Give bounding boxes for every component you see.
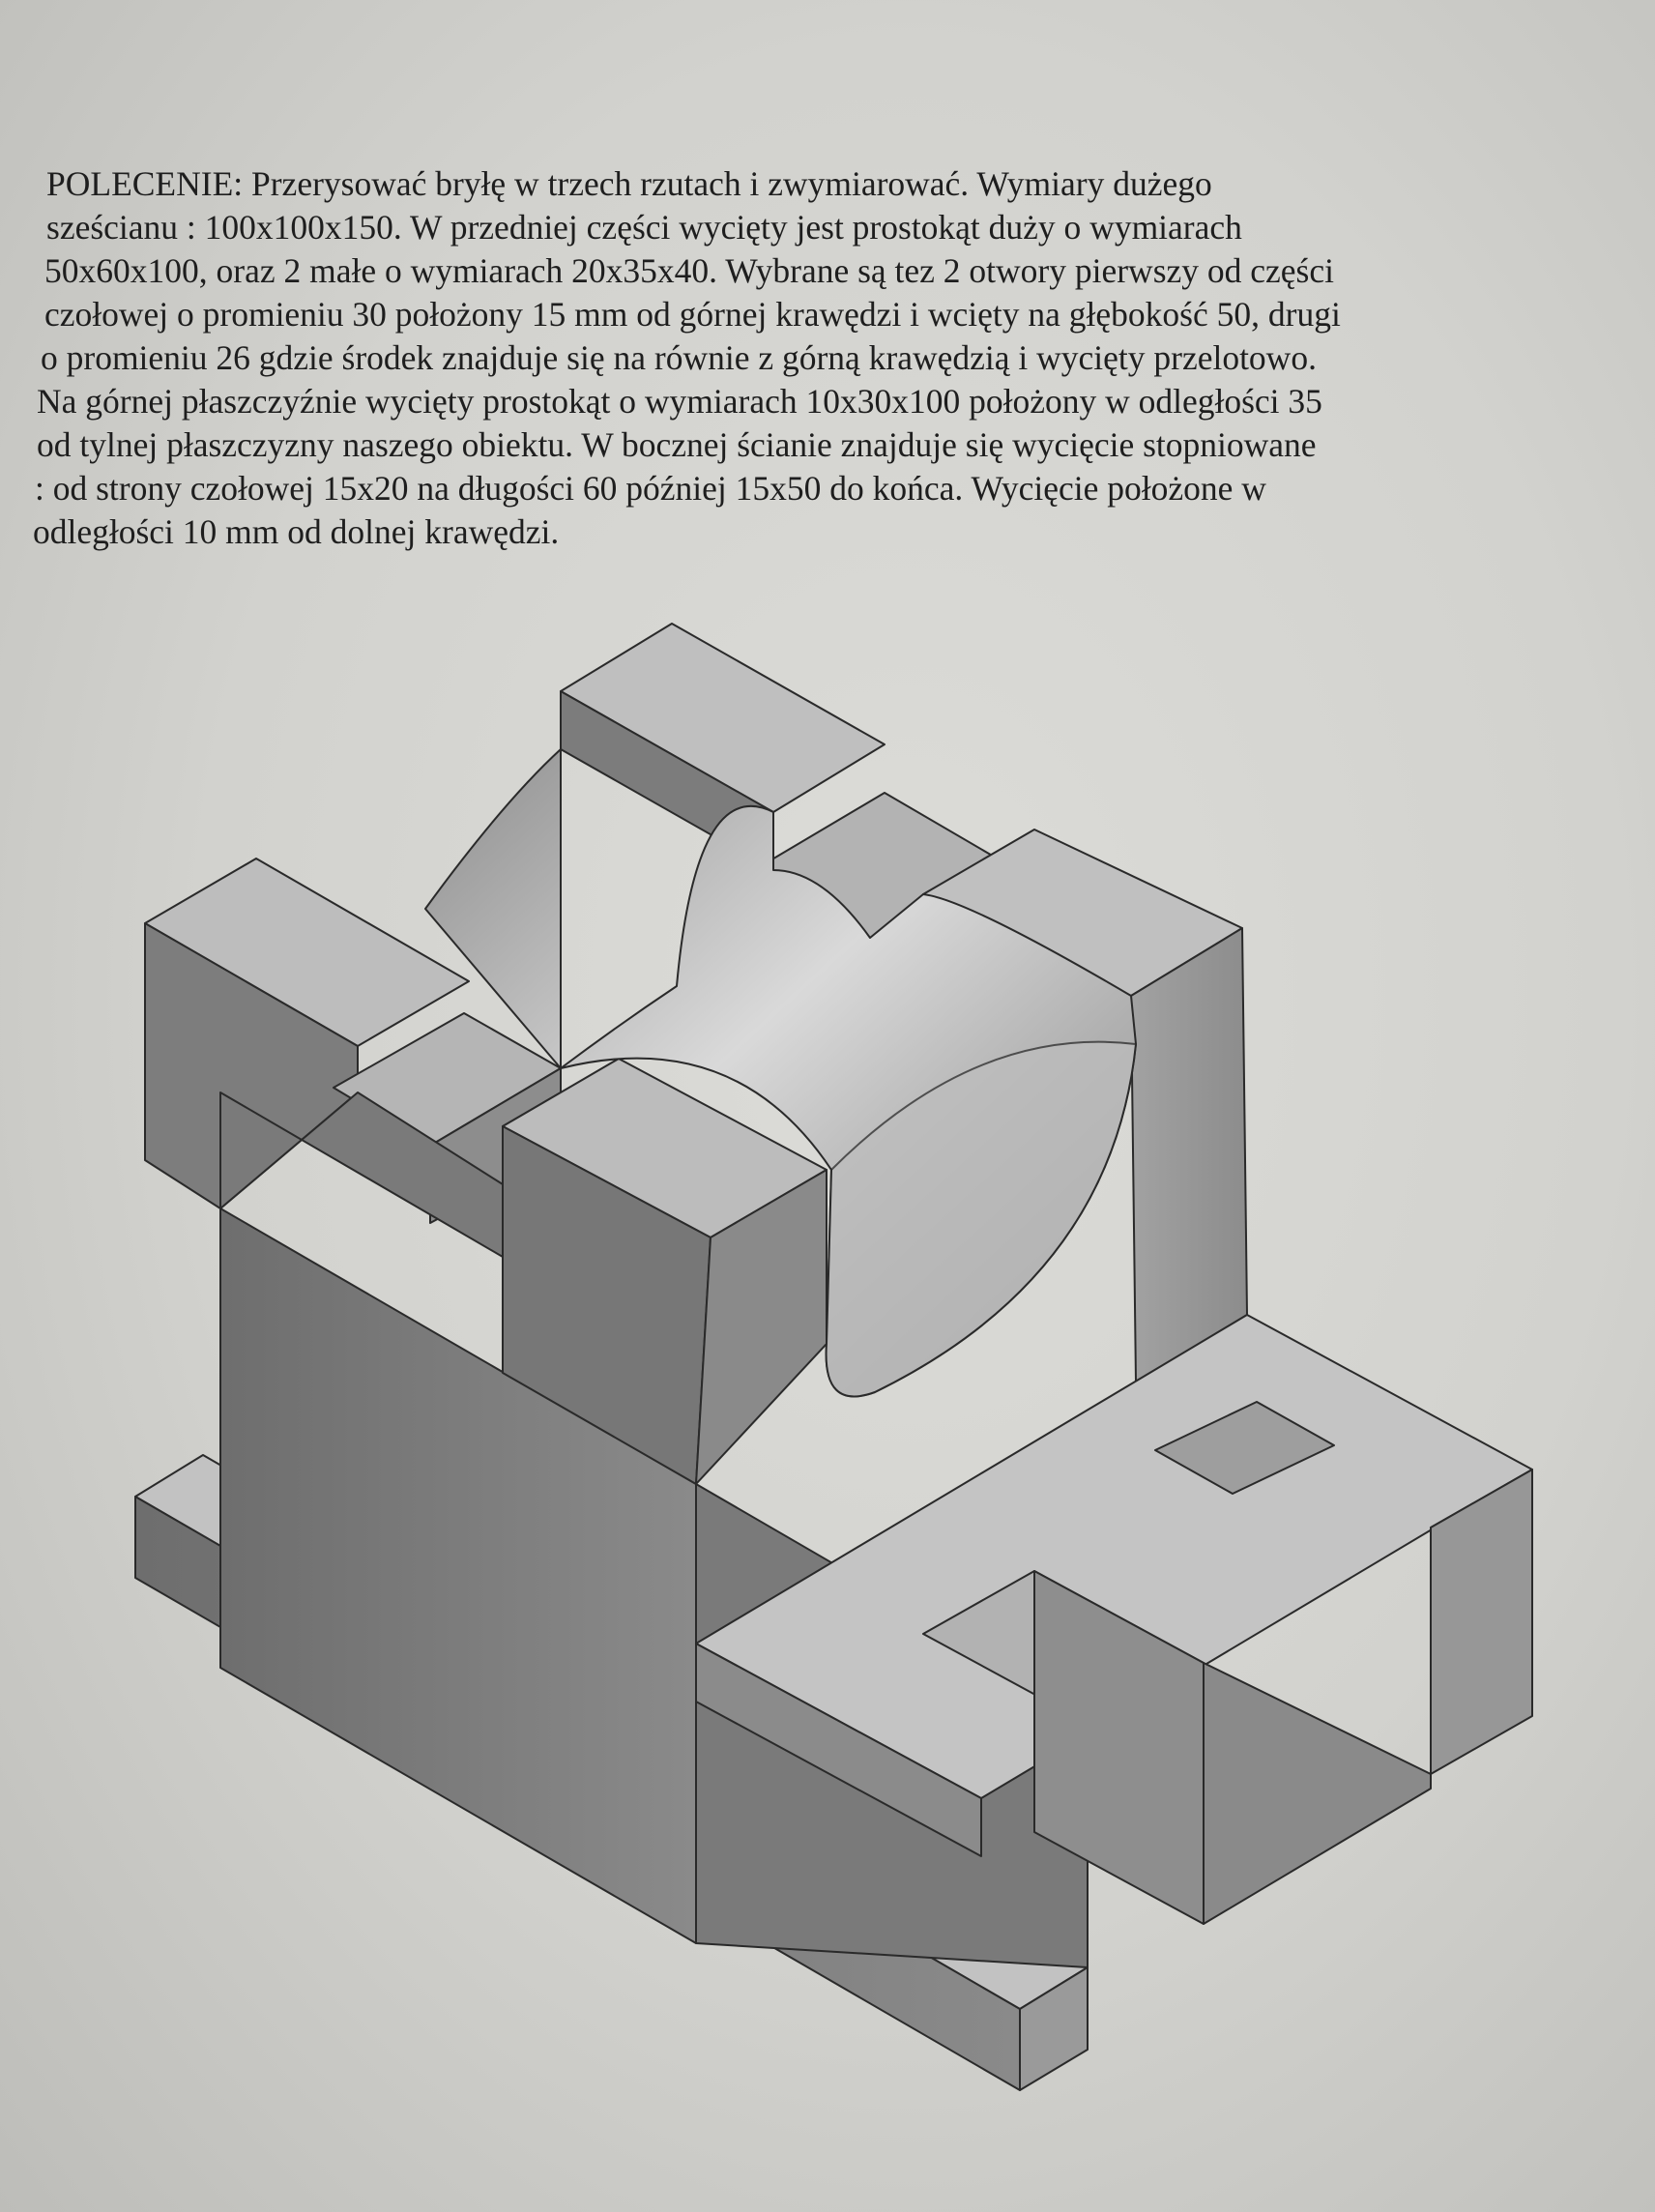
task-line: czołowej o promieniu 30 położony 15 mm od górnej krawędzi i wcięty na głębokość 50, drugi	[44, 295, 1341, 334]
task-line: odległości 10 mm od dolnej krawędzi.	[33, 512, 560, 551]
back-right-pillar-right	[1131, 928, 1247, 1382]
task-line: sześcianu : 100x100x150. W przedniej części wycięty jest prostokąt duży o wymiarach	[46, 208, 1242, 247]
task-line: od tylnej płaszczyzny naszego obiektu. W bocznej ścianie znajduje się wycięcie stopniowane	[37, 425, 1317, 464]
task-line: 50x60x100, oraz 2 małe o wymiarach 20x35x40. Wybrane są tez 2 otwory pierwszy od części	[44, 251, 1334, 290]
lower-block-right-face	[1204, 1663, 1431, 1924]
task-line: : od strony czołowej 15x20 na długości 60 później 15x50 do końca. Wycięcie położone w	[35, 469, 1266, 508]
task-line: o promieniu 26 gdzie środek znajduje się na równie z górną krawędzią i wycięty przelotowo.	[41, 338, 1317, 377]
task-line: Na górnej płaszczyźnie wycięty prostokąt o wymiarach 10x30x100 położony w odległości 35	[37, 382, 1322, 421]
task-line: POLECENIE: Przerysować bryłę w trzech rzutach i zwymiarować. Wymiary dużego	[46, 164, 1212, 203]
